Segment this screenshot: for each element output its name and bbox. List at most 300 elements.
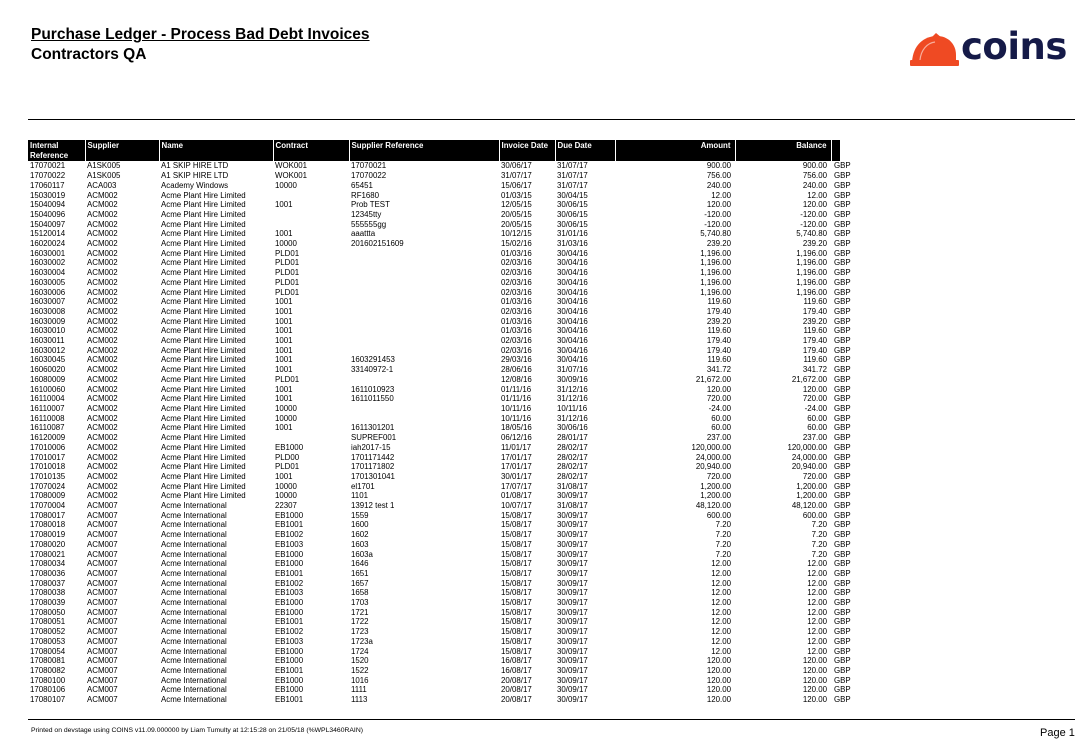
cell-supplier-reference: 1559 — [351, 510, 369, 520]
cell-invoice-date: 20/08/17 — [501, 675, 532, 685]
cell-contract: EB1001 — [275, 617, 304, 627]
cell-supplier: ACM002 — [87, 365, 118, 375]
cell-supplier: ACM007 — [87, 510, 118, 520]
cell-balance: 1,196.00 — [796, 287, 827, 297]
table-row — [28, 685, 840, 695]
cell-balance: 239.20 — [802, 316, 827, 326]
cell-amount: -120.00 — [704, 219, 731, 229]
cell-supplier: ACM002 — [87, 423, 118, 433]
col-header-supplier-reference: Supplier Reference — [349, 140, 499, 161]
cell-name: Acme International — [161, 539, 227, 549]
cell-supplier: ACM002 — [87, 268, 118, 278]
cell-currency: GBP — [834, 656, 851, 666]
cell-currency: GBP — [834, 530, 851, 540]
cell-internal-reference: 17070021 — [30, 161, 66, 171]
cell-invoice-date: 20/05/15 — [501, 209, 532, 219]
cell-supplier: ACM007 — [87, 520, 118, 530]
table-row — [28, 229, 840, 239]
cell-currency: GBP — [834, 617, 851, 627]
cell-balance: 48,120.00 — [791, 501, 827, 511]
cell-invoice-date: 10/07/17 — [501, 501, 532, 511]
cell-supplier: ACM007 — [87, 530, 118, 540]
cell-name: Acme Plant Hire Limited — [161, 394, 246, 404]
cell-amount: 720.00 — [706, 471, 731, 481]
cell-amount: 120.00 — [706, 695, 731, 705]
table-row — [28, 297, 840, 307]
cell-due-date: 28/02/17 — [557, 471, 588, 481]
cell-supplier-reference: 1646 — [351, 559, 369, 569]
cell-contract: 1001 — [275, 229, 293, 239]
cell-currency: GBP — [834, 229, 851, 239]
cell-due-date: 28/02/17 — [557, 442, 588, 452]
cell-contract: PLD01 — [275, 374, 300, 384]
cell-supplier: ACM002 — [87, 326, 118, 336]
cell-due-date: 31/12/16 — [557, 413, 588, 423]
cell-internal-reference: 17010135 — [30, 471, 66, 481]
cell-supplier-reference: 1721 — [351, 607, 369, 617]
cell-due-date: 30/04/16 — [557, 287, 588, 297]
cell-internal-reference: 17080082 — [30, 665, 66, 675]
cell-invoice-date: 28/06/16 — [501, 365, 532, 375]
cell-due-date: 30/09/17 — [557, 617, 588, 627]
cell-amount: 12.00 — [711, 627, 731, 637]
cell-internal-reference: 17080106 — [30, 685, 66, 695]
cell-supplier: ACM002 — [87, 200, 118, 210]
cell-internal-reference: 16030007 — [30, 297, 66, 307]
cell-amount: 1,196.00 — [700, 277, 731, 287]
cell-contract: EB1001 — [275, 695, 304, 705]
cell-currency: GBP — [834, 355, 851, 365]
cell-supplier-reference: 1520 — [351, 656, 369, 666]
cell-supplier: ACM002 — [87, 248, 118, 258]
cell-balance: 12.00 — [807, 578, 827, 588]
cell-invoice-date: 02/03/16 — [501, 277, 532, 287]
table-row — [28, 637, 840, 647]
cell-supplier: ACM002 — [87, 491, 118, 501]
cell-amount: 179.40 — [706, 345, 731, 355]
cell-invoice-date: 16/08/17 — [501, 656, 532, 666]
cell-due-date: 31/08/17 — [557, 481, 588, 491]
cell-supplier-reference: iah2017-15 — [351, 442, 391, 452]
cell-currency: GBP — [834, 501, 851, 511]
cell-invoice-date: 15/08/17 — [501, 617, 532, 627]
cell-invoice-date: 15/08/17 — [501, 539, 532, 549]
cell-balance: 60.00 — [807, 413, 827, 423]
cell-supplier: ACM007 — [87, 617, 118, 627]
cell-supplier-reference: 65451 — [351, 180, 373, 190]
cell-internal-reference: 15040097 — [30, 219, 66, 229]
cell-name: Acme Plant Hire Limited — [161, 471, 246, 481]
cell-name: Acme International — [161, 559, 227, 569]
table-row — [28, 608, 840, 618]
cell-due-date: 30/04/16 — [557, 326, 588, 336]
cell-supplier-reference — [349, 278, 499, 288]
cell-amount: 12.00 — [711, 636, 731, 646]
cell-currency: GBP — [834, 510, 851, 520]
table-row — [28, 307, 840, 317]
col-header-balance: Balance — [735, 140, 831, 161]
cell-balance: 120.00 — [802, 695, 827, 705]
cell-due-date: 30/09/17 — [557, 656, 588, 666]
cell-contract: EB1001 — [275, 665, 304, 675]
cell-internal-reference: 17070022 — [30, 171, 66, 181]
cell-internal-reference: 15030019 — [30, 190, 66, 200]
cell-internal-reference: 16030009 — [30, 316, 66, 326]
cell-currency: GBP — [834, 588, 851, 598]
cell-supplier-reference — [349, 317, 499, 327]
cell-currency: GBP — [834, 219, 851, 229]
cell-internal-reference: 17080019 — [30, 530, 66, 540]
cell-due-date: 30/09/17 — [557, 598, 588, 608]
cell-supplier-reference — [349, 414, 499, 424]
cell-supplier: ACM002 — [87, 394, 118, 404]
cell-invoice-date: 01/03/15 — [501, 190, 532, 200]
cell-due-date: 10/11/16 — [557, 403, 588, 413]
cell-balance: 1,200.00 — [796, 481, 827, 491]
cell-contract: 1001 — [275, 297, 293, 307]
cell-supplier: ACM007 — [87, 588, 118, 598]
cell-supplier: A1SK005 — [87, 161, 121, 171]
cell-balance: 7.20 — [811, 530, 827, 540]
cell-contract: 10000 — [275, 239, 297, 249]
cell-currency: GBP — [834, 200, 851, 210]
cell-due-date: 31/07/17 — [557, 161, 588, 171]
cell-balance: 237.00 — [802, 433, 827, 443]
cell-internal-reference: 16100060 — [30, 384, 66, 394]
cell-contract: 1001 — [275, 200, 293, 210]
cell-internal-reference: 17080038 — [30, 588, 66, 598]
cell-name: Acme Plant Hire Limited — [161, 355, 246, 365]
cell-contract: 1001 — [275, 355, 293, 365]
cell-currency: GBP — [834, 190, 851, 200]
cell-due-date: 30/06/16 — [557, 423, 588, 433]
table-header — [28, 140, 840, 161]
table-row — [28, 676, 840, 686]
cell-due-date: 30/09/17 — [557, 685, 588, 695]
bad-debt-invoice-table — [28, 140, 851, 705]
cell-invoice-date: 01/03/16 — [501, 326, 532, 336]
cell-internal-reference: 16030011 — [30, 336, 65, 346]
cell-supplier-reference: 201602151609 — [351, 239, 404, 249]
cell-supplier-reference: 1522 — [351, 665, 369, 675]
cell-amount: 120.00 — [706, 665, 731, 675]
cell-currency: GBP — [834, 471, 851, 481]
cell-name: Acme International — [161, 656, 227, 666]
cell-name: Acme International — [161, 598, 227, 608]
cell-amount: 12.00 — [711, 568, 731, 578]
cell-name: Acme Plant Hire Limited — [161, 326, 246, 336]
cell-internal-reference: 17080053 — [30, 636, 66, 646]
cell-invoice-date: 15/08/17 — [501, 520, 532, 530]
cell-due-date: 30/09/17 — [557, 588, 588, 598]
cell-amount: 1,200.00 — [700, 481, 731, 491]
table-row — [28, 491, 840, 501]
cell-due-date: 30/06/15 — [557, 219, 588, 229]
cell-internal-reference: 16030045 — [30, 355, 66, 365]
cell-internal-reference: 16060020 — [30, 365, 66, 375]
cell-internal-reference: 17080054 — [30, 646, 66, 656]
cell-currency: GBP — [834, 297, 851, 307]
cell-internal-reference: 16030001 — [30, 248, 66, 258]
cell-currency: GBP — [834, 636, 851, 646]
cell-internal-reference: 16030002 — [30, 258, 66, 268]
cell-name: Acme International — [161, 685, 227, 695]
cell-balance: 239.20 — [802, 239, 827, 249]
logo-wordmark: coins — [961, 25, 1067, 68]
cell-internal-reference: 17070024 — [30, 481, 66, 491]
cell-invoice-date: 02/03/16 — [501, 336, 532, 346]
cell-due-date: 30/09/17 — [557, 530, 588, 540]
cell-amount: 60.00 — [711, 413, 731, 423]
cell-balance: 7.20 — [811, 539, 827, 549]
cell-invoice-date: 01/03/16 — [501, 297, 532, 307]
cell-internal-reference: 16030012 — [30, 345, 66, 355]
cell-name: Acme Plant Hire Limited — [161, 239, 246, 249]
cell-name: Acme Plant Hire Limited — [161, 297, 246, 307]
cell-due-date: 30/04/16 — [557, 297, 588, 307]
cell-invoice-date: 17/01/17 — [501, 462, 532, 472]
cell-name: Acme Plant Hire Limited — [161, 258, 246, 268]
cell-name: Acme Plant Hire Limited — [161, 462, 246, 472]
cell-currency: GBP — [834, 248, 851, 258]
cell-internal-reference: 16110008 — [30, 413, 65, 423]
table-row — [28, 317, 840, 327]
cell-internal-reference: 17080009 — [30, 491, 66, 501]
col-header-currency — [831, 140, 840, 161]
cell-amount: 720.00 — [706, 394, 731, 404]
cell-invoice-date: 17/01/17 — [501, 452, 532, 462]
table-row — [28, 423, 840, 433]
cell-supplier-reference — [349, 297, 499, 307]
cell-due-date: 30/04/16 — [557, 336, 588, 346]
cell-amount: 179.40 — [706, 336, 731, 346]
cell-currency: GBP — [834, 161, 851, 171]
cell-currency: GBP — [834, 627, 851, 637]
cell-name: Acme International — [161, 627, 227, 637]
table-row — [28, 666, 840, 676]
cell-due-date: 30/09/17 — [557, 646, 588, 656]
cell-internal-reference: 17080037 — [30, 578, 66, 588]
cell-internal-reference: 17080081 — [30, 656, 66, 666]
cell-supplier-reference: 1603a — [351, 549, 373, 559]
cell-due-date: 30/04/16 — [557, 277, 588, 287]
cell-due-date: 31/12/16 — [557, 384, 588, 394]
cell-internal-reference: 17010006 — [30, 442, 66, 452]
cell-supplier-reference: SUPREF001 — [351, 433, 397, 443]
cell-balance: 12.00 — [807, 598, 827, 608]
cell-contract: 22307 — [275, 501, 297, 511]
cell-currency: GBP — [834, 675, 851, 685]
cell-amount: 239.20 — [706, 239, 731, 249]
cell-supplier: ACM002 — [87, 471, 118, 481]
cell-name: Acme Plant Hire Limited — [161, 219, 246, 229]
cell-balance: 12.00 — [807, 617, 827, 627]
cell-internal-reference: 17080051 — [30, 617, 66, 627]
cell-currency: GBP — [834, 685, 851, 695]
cell-balance: 120.00 — [802, 656, 827, 666]
cell-balance: 12.00 — [807, 568, 827, 578]
cell-contract: 1001 — [275, 345, 293, 355]
cell-due-date: 30/09/16 — [557, 374, 588, 384]
cell-invoice-date: 01/03/16 — [501, 248, 532, 258]
cell-balance: 12.00 — [807, 588, 827, 598]
table-row — [28, 569, 840, 579]
cell-supplier-reference: 1603 — [351, 539, 369, 549]
cell-currency: GBP — [834, 607, 851, 617]
cell-balance: 119.60 — [803, 355, 827, 365]
cell-balance: 720.00 — [802, 394, 827, 404]
col-header-contract: Contract — [273, 140, 349, 161]
cell-amount: 120.00 — [706, 675, 731, 685]
cell-amount: 119.60 — [707, 355, 731, 365]
cell-due-date: 31/12/16 — [557, 394, 588, 404]
cell-contract: PLD01 — [275, 287, 300, 297]
cell-invoice-date: 10/11/16 — [501, 413, 532, 423]
table-row — [28, 501, 840, 511]
print-info: Printed on devstage using COINS v11.09.000000 by Liam Tumulty at 12:15:28 on 21/05/18 (%WPL3460RAIN) — [31, 727, 363, 734]
cell-balance: 12.00 — [807, 190, 827, 200]
cell-supplier-reference — [349, 249, 499, 259]
cell-contract: 1001 — [275, 316, 293, 326]
cell-internal-reference: 16080009 — [30, 374, 66, 384]
cell-currency: GBP — [834, 365, 851, 375]
cell-invoice-date: 15/08/17 — [501, 568, 532, 578]
cell-supplier-reference — [349, 288, 499, 298]
table-row — [28, 414, 840, 424]
cell-balance: 1,196.00 — [796, 258, 827, 268]
cell-invoice-date: 18/05/16 — [501, 423, 532, 433]
cell-contract: 1001 — [275, 365, 293, 375]
cell-invoice-date: 17/07/17 — [501, 481, 532, 491]
cell-currency: GBP — [834, 394, 851, 404]
cell-internal-reference: 17080050 — [30, 607, 66, 617]
cell-supplier-reference: 1611301201 — [351, 423, 395, 433]
cell-supplier: ACM007 — [87, 549, 118, 559]
cell-currency: GBP — [834, 316, 851, 326]
table-row — [28, 355, 840, 365]
col-header-amount: Amount — [615, 140, 735, 161]
cell-supplier-reference: 17070021 — [351, 161, 387, 171]
cell-supplier-reference: 13912 test 1 — [351, 501, 395, 511]
cell-supplier: ACM002 — [87, 442, 118, 452]
cell-supplier: ACM007 — [87, 646, 118, 656]
cell-supplier-reference: 1603291453 — [351, 355, 395, 365]
cell-supplier: ACM002 — [87, 345, 118, 355]
cell-due-date: 30/09/17 — [557, 636, 588, 646]
cell-balance: 1,196.00 — [796, 268, 827, 278]
cell-currency: GBP — [834, 171, 851, 181]
cell-supplier: ACM002 — [87, 258, 118, 268]
cell-currency: GBP — [834, 568, 851, 578]
cell-invoice-date: 10/12/15 — [501, 229, 532, 239]
cell-internal-reference: 16030004 — [30, 268, 66, 278]
cell-amount: 7.20 — [715, 520, 731, 530]
cell-name: Acme International — [161, 510, 227, 520]
cell-name: Acme Plant Hire Limited — [161, 287, 246, 297]
cell-due-date: 30/09/17 — [557, 549, 588, 559]
cell-supplier-reference: 1016 — [351, 675, 369, 685]
cell-name: Acme International — [161, 695, 227, 705]
cell-name: Academy Windows — [161, 180, 229, 190]
cell-name: Acme Plant Hire Limited — [161, 481, 246, 491]
cell-internal-reference: 17080021 — [30, 549, 66, 559]
cell-supplier-reference: 1113 — [351, 695, 368, 705]
table-row — [28, 550, 840, 560]
cell-contract: EB1000 — [275, 675, 304, 685]
cell-supplier-reference: 1651 — [351, 568, 369, 578]
cell-name: Acme Plant Hire Limited — [161, 491, 246, 501]
cell-due-date: 30/09/17 — [557, 607, 588, 617]
cell-name: Acme International — [161, 568, 227, 578]
cell-supplier: ACM002 — [87, 462, 118, 472]
cell-name: A1 SKIP HIRE LTD — [161, 171, 229, 181]
cell-supplier-reference: 1611010923 — [351, 384, 395, 394]
cell-supplier: ACM002 — [87, 287, 118, 297]
cell-supplier-reference: 1723a — [351, 636, 373, 646]
header-divider — [28, 119, 1075, 120]
cell-invoice-date: 15/08/17 — [501, 578, 532, 588]
table-row — [28, 161, 840, 171]
cell-amount: 1,200.00 — [700, 491, 731, 501]
cell-name: Acme Plant Hire Limited — [161, 403, 246, 413]
cell-supplier-reference: 1657 — [351, 578, 369, 588]
cell-contract: 1001 — [275, 326, 293, 336]
col-header-name: Name — [159, 140, 273, 161]
cell-balance: 120.00 — [802, 685, 827, 695]
cell-currency: GBP — [834, 559, 851, 569]
cell-amount: 12.00 — [711, 646, 731, 656]
cell-contract: EB1000 — [275, 646, 304, 656]
cell-supplier: ACM007 — [87, 656, 118, 666]
cell-supplier: ACM007 — [87, 568, 118, 578]
cell-internal-reference: 17080039 — [30, 598, 66, 608]
table-row — [28, 365, 840, 375]
cell-contract: WOK001 — [275, 171, 308, 181]
cell-internal-reference: 15120014 — [30, 229, 66, 239]
cell-amount: 120.00 — [706, 384, 731, 394]
cell-balance: 120.00 — [802, 384, 827, 394]
cell-internal-reference: 17010018 — [30, 462, 66, 472]
cell-amount: 756.00 — [706, 171, 731, 181]
cell-contract: 1001 — [275, 394, 293, 404]
cell-internal-reference: 16030005 — [30, 277, 66, 287]
cell-currency: GBP — [834, 462, 851, 472]
cell-currency: GBP — [834, 209, 851, 219]
cell-supplier: ACM002 — [87, 239, 118, 249]
table-row — [28, 530, 840, 540]
cell-contract: EB1000 — [275, 510, 304, 520]
cell-contract: PLD01 — [275, 462, 300, 472]
cell-currency: GBP — [834, 277, 851, 287]
cell-supplier: A1SK005 — [87, 171, 121, 181]
cell-due-date: 30/09/17 — [557, 665, 588, 675]
cell-due-date: 28/02/17 — [557, 462, 588, 472]
cell-amount: 1,196.00 — [700, 248, 731, 258]
cell-amount: 240.00 — [706, 180, 731, 190]
cell-due-date: 30/04/16 — [557, 258, 588, 268]
table-row — [28, 200, 840, 210]
cell-amount: 21,672.00 — [695, 374, 731, 384]
table-row — [28, 394, 840, 404]
cell-contract: EB1001 — [275, 568, 304, 578]
cell-contract: EB1000 — [275, 607, 304, 617]
cell-invoice-date: 15/08/17 — [501, 646, 532, 656]
table-row — [28, 171, 840, 181]
cell-internal-reference: 17080107 — [30, 695, 66, 705]
cell-supplier: ACM007 — [87, 559, 118, 569]
cell-invoice-date: 15/08/17 — [501, 549, 532, 559]
cell-supplier-reference: 1701301041 — [351, 471, 395, 481]
